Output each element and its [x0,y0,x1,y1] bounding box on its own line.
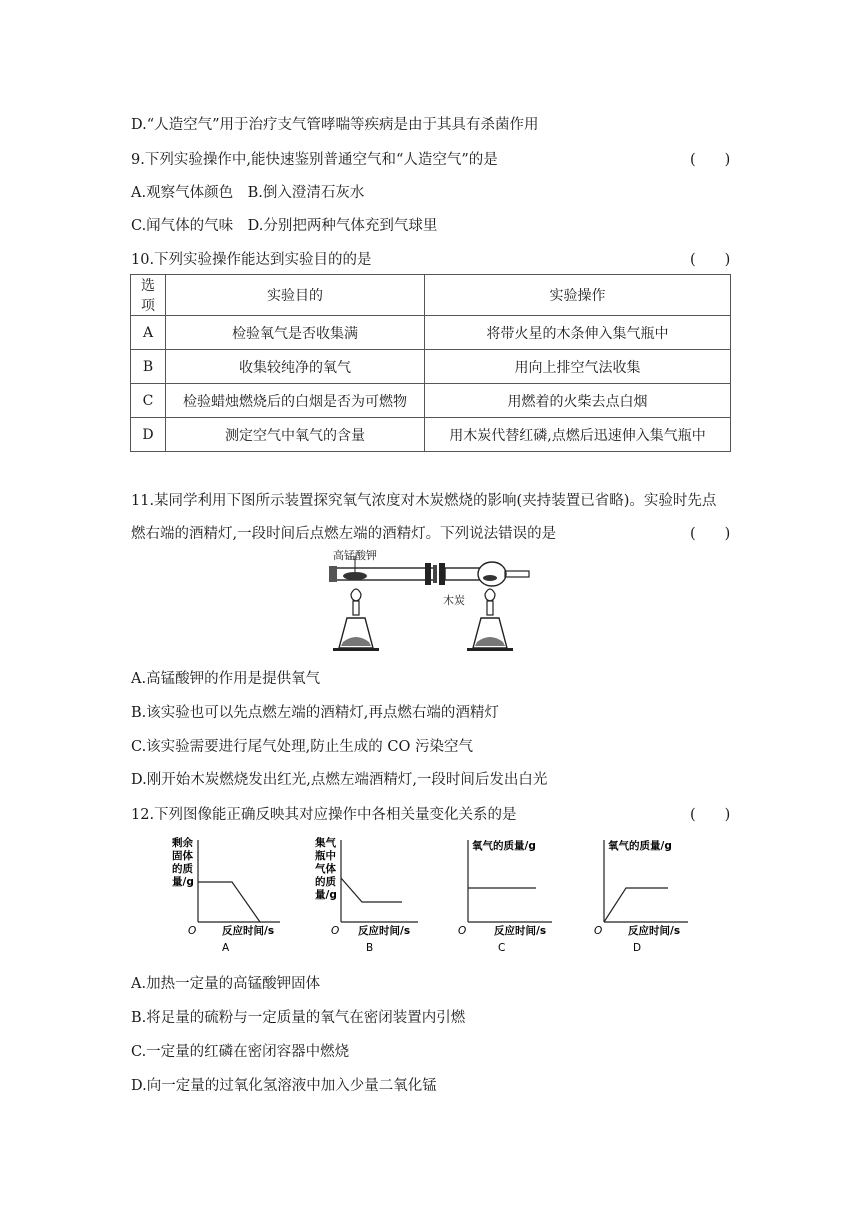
graph-a-ylabel-3: 的质 [172,863,193,875]
graph-c [458,839,552,954]
q12-option-a: A.加热一定量的高锰酸钾固体 [131,976,321,992]
graph-d-xlabel: 反应时间/s [628,925,681,937]
graph-a-line [198,882,260,922]
q11-option-b: B.该实验也可以先点燃左端的酒精灯,再点燃右端的酒精灯 [131,705,499,721]
q11-stem-line1: 11.某同学利用下图所示装置探究氧气浓度对木炭燃烧的影响(夹持装置已省略)。实验时先点 [131,493,717,509]
charcoal-sample [483,575,497,581]
q8-option-d: D.“人造空气”用于治疗支气管哮喘等疾病是由于其具有杀菌作用 [131,117,539,133]
table-row [131,418,731,452]
q11-answer-blank: ( ) [690,526,731,542]
graph-c-xlabel: 反应时间/s [494,925,547,937]
q10-table [130,274,731,452]
header-operation: 实验操作 [425,275,731,316]
stopper [329,566,337,582]
glass-bulb [478,562,506,586]
row-operation: 用燃着的火柴去点白烟 [425,384,731,418]
row-option: A [131,316,166,350]
graph-b-ylabel-3: 气体 [315,863,336,875]
header-purpose: 实验目的 [166,275,425,316]
row-purpose: 检验氧气是否收集满 [166,316,425,350]
graph-a-caption: A [222,942,230,954]
label-kmno4: 高锰酸钾 [333,549,377,562]
connector-left [425,563,431,585]
table-row [131,384,731,418]
graph-b-caption: B [366,942,374,954]
q12-graphs [160,832,700,958]
graph-d [594,839,688,954]
graph-a-ylabel-1: 剩余 [172,837,193,849]
graph-d-origin: O [594,925,603,937]
q9-answer-blank: ( ) [690,152,731,168]
graph-b-ylabel-1: 集气 [315,837,336,849]
q12-stem: 12.下列图像能正确反映其对应操作中各相关量变化关系的是 [131,807,517,823]
row-operation: 用向上排空气法收集 [425,350,731,384]
graph-a [172,836,280,954]
row-option: D [131,418,166,452]
table-row [131,350,731,384]
q9-stem: 9.下列实验操作中,能快速鉴别普通空气和“人造空气”的是 [131,152,498,168]
apparatus-diagram [325,546,535,658]
graph-d-caption: D [633,942,642,954]
row-purpose: 测定空气中氧气的含量 [166,418,425,452]
graph-a-ylabel-2: 固体 [172,850,193,862]
q11-option-a: A.高锰酸钾的作用是提供氧气 [131,671,321,687]
graph-a-xlabel: 反应时间/s [222,925,275,937]
row-option: B [131,350,166,384]
connector-right [439,563,445,585]
q10-stem: 10.下列实验操作能达到实验目的的是 [131,252,372,268]
graph-c-ylabel: 氧气的质量/g [472,840,536,852]
q12-option-b: B.将足量的硫粉与一定质量的氧气在密闭装置内引燃 [131,1010,466,1026]
graph-b-ylabel-4: 的质 [315,876,336,888]
label-charcoal: 木炭 [443,594,465,607]
q12-answer-blank: ( ) [690,807,731,823]
alcohol-lamp-left [333,589,379,651]
graph-d-ylabel: 氧气的质量/g [608,840,672,852]
graph-a-ylabel-4: 量/g [172,876,194,888]
graph-b-ylabel-2: 瓶中 [315,850,336,862]
graph-b-origin: O [331,925,340,937]
graph-b [315,836,418,954]
header-option: 选项 [131,275,166,316]
row-purpose: 收集较纯净的氧气 [166,350,425,384]
row-option: C [131,384,166,418]
graph-a-origin: O [188,925,197,937]
connector-mid [433,565,437,583]
graph-b-xlabel: 反应时间/s [358,925,411,937]
q12-option-d: D.向一定量的过氧化氢溶液中加入少量二氧化锰 [131,1078,437,1094]
q11-option-c: C.该实验需要进行尾气处理,防止生成的 CO 污染空气 [131,739,473,755]
q12-option-c: C.一定量的红磷在密闭容器中燃烧 [131,1044,350,1060]
graph-c-caption: C [498,942,506,954]
row-purpose: 检验蜡烛燃烧后的白烟是否为可燃物 [166,384,425,418]
graph-b-ylabel-5: 量/g [315,889,337,901]
graph-b-line [341,878,402,902]
q9-options-ab: A.观察气体颜色 B.倒入澄清石灰水 [131,185,365,201]
graph-c-origin: O [458,925,467,937]
row-operation: 用木炭代替红磷,点燃后迅速伸入集气瓶中 [425,418,731,452]
potassium-permanganate-solid [343,572,367,580]
graph-d-line [604,888,668,922]
q11-option-d: D.刚开始木炭燃烧发出红光,点燃左端酒精灯,一段时间后发出白光 [131,772,548,788]
row-operation: 将带火星的木条伸入集气瓶中 [425,316,731,350]
q11-stem-line2: 燃右端的酒精灯,一段时间后点燃左端的酒精灯。下列说法错误的是 [131,526,557,542]
alcohol-lamp-right [467,589,513,651]
outlet-tube [505,571,529,577]
q9-options-cd: C.闻气体的气味 D.分别把两种气体充到气球里 [131,218,438,234]
table-header-row [131,275,731,316]
q10-answer-blank: ( ) [690,252,731,268]
table-row [131,316,731,350]
